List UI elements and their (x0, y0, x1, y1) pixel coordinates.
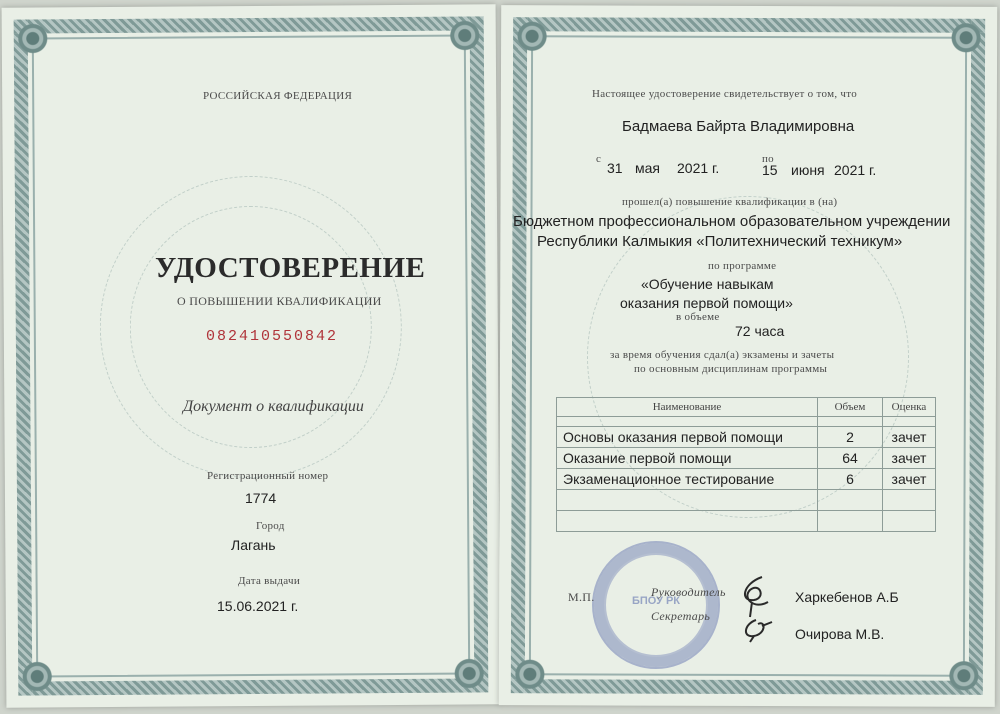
organization-line2: Республики Калмыкия «Политехнический техникум» (537, 233, 903, 250)
stamp-text: БПОУ РК (631, 595, 681, 607)
subject-name: Основы оказания первой помощи (557, 427, 818, 448)
city-label: Город (256, 520, 285, 532)
certificate-subtitle: О ПОВЫШЕНИИ КВАЛИФИКАЦИИ (177, 294, 382, 308)
table-row (557, 448, 936, 469)
issue-date-label: Дата выдачи (238, 575, 301, 587)
subjects-table (556, 397, 936, 532)
corner-ornament (452, 656, 486, 690)
subject-name: Оказание первой помощи (557, 448, 818, 469)
subject-hours (818, 511, 883, 532)
head-name: Харкебенов А.Б (795, 589, 899, 605)
serial-number: 082410550842 (206, 328, 339, 345)
subject-name (557, 490, 818, 511)
to-month: июня (791, 162, 825, 178)
table-row (557, 511, 936, 532)
reg-number: 1774 (245, 490, 277, 506)
signature-icon (732, 572, 782, 644)
corner-ornament (515, 19, 549, 53)
subject-grade (883, 511, 936, 532)
program-label: по программе (708, 260, 777, 272)
reg-number-label: Регистрационный номер (207, 470, 329, 482)
subject-hours: 6 (818, 469, 883, 490)
to-year: 2021 г. (834, 162, 877, 178)
issue-date: 15.06.2021 г. (217, 598, 299, 614)
subject-grade: зачет (883, 427, 936, 448)
exam-text-line2: по основным дисциплинам программы (634, 363, 828, 375)
to-day: 15 (762, 162, 778, 178)
subject-grade: зачет (883, 469, 936, 490)
official-stamp (592, 541, 720, 669)
subject-name: Экзаменационное тестирование (557, 469, 818, 490)
table-row (557, 469, 936, 490)
certificate-title: УДОСТОВЕРЕНИЕ (155, 252, 426, 284)
to-label: по (762, 153, 774, 165)
country-label: РОССИЙСКАЯ ФЕДЕРАЦИЯ (203, 90, 353, 102)
subject-grade: зачет (883, 448, 936, 469)
exam-text-line1: за время обучения сдал(а) экзамены и зачеты (610, 349, 835, 361)
from-day: 31 (607, 160, 623, 176)
seal-place-label: М.П. (568, 590, 595, 604)
organization-line1: Бюджетном профессиональном образовательном учреждении (513, 213, 951, 230)
intro-text: Настоящее удостоверение свидетельствует о том, что (592, 88, 858, 100)
table-header-row (557, 398, 936, 417)
header-grade: Оценка (883, 398, 936, 417)
corner-ornament (16, 21, 50, 55)
table-row (557, 427, 936, 448)
secretary-name: Очирова М.В. (795, 626, 885, 642)
corner-ornament (20, 659, 54, 693)
subject-hours (818, 490, 883, 511)
head-label: Руководитель (651, 585, 726, 599)
city: Лагань (231, 537, 276, 553)
program-line2: оказания первой помощи» (620, 295, 793, 311)
corner-ornament (448, 18, 482, 52)
program-line1: «Обучение навыкам (641, 276, 774, 292)
subject-hours: 64 (818, 448, 883, 469)
subject-grade (883, 490, 936, 511)
header-volume: Объем (818, 398, 883, 417)
corner-ornament (513, 657, 547, 691)
person-name: Бадмаева Байрта Владимировна (622, 118, 855, 135)
table-spacer-row (557, 417, 936, 427)
volume-value: 72 часа (735, 323, 785, 339)
from-year: 2021 г. (677, 160, 720, 176)
from-month: мая (635, 160, 660, 176)
corner-ornament (947, 659, 981, 693)
from-label: с (596, 153, 602, 165)
secretary-label: Секретарь (651, 609, 711, 623)
volume-label: в объеме (676, 311, 720, 323)
corner-ornament (949, 21, 983, 55)
subject-hours: 2 (818, 427, 883, 448)
document-type: Документ о квалификации (183, 398, 364, 415)
table-row (557, 490, 936, 511)
passed-text: прошел(а) повышение квалификации в (на) (622, 196, 838, 208)
header-name: Наименование (557, 398, 818, 417)
subject-name (557, 511, 818, 532)
